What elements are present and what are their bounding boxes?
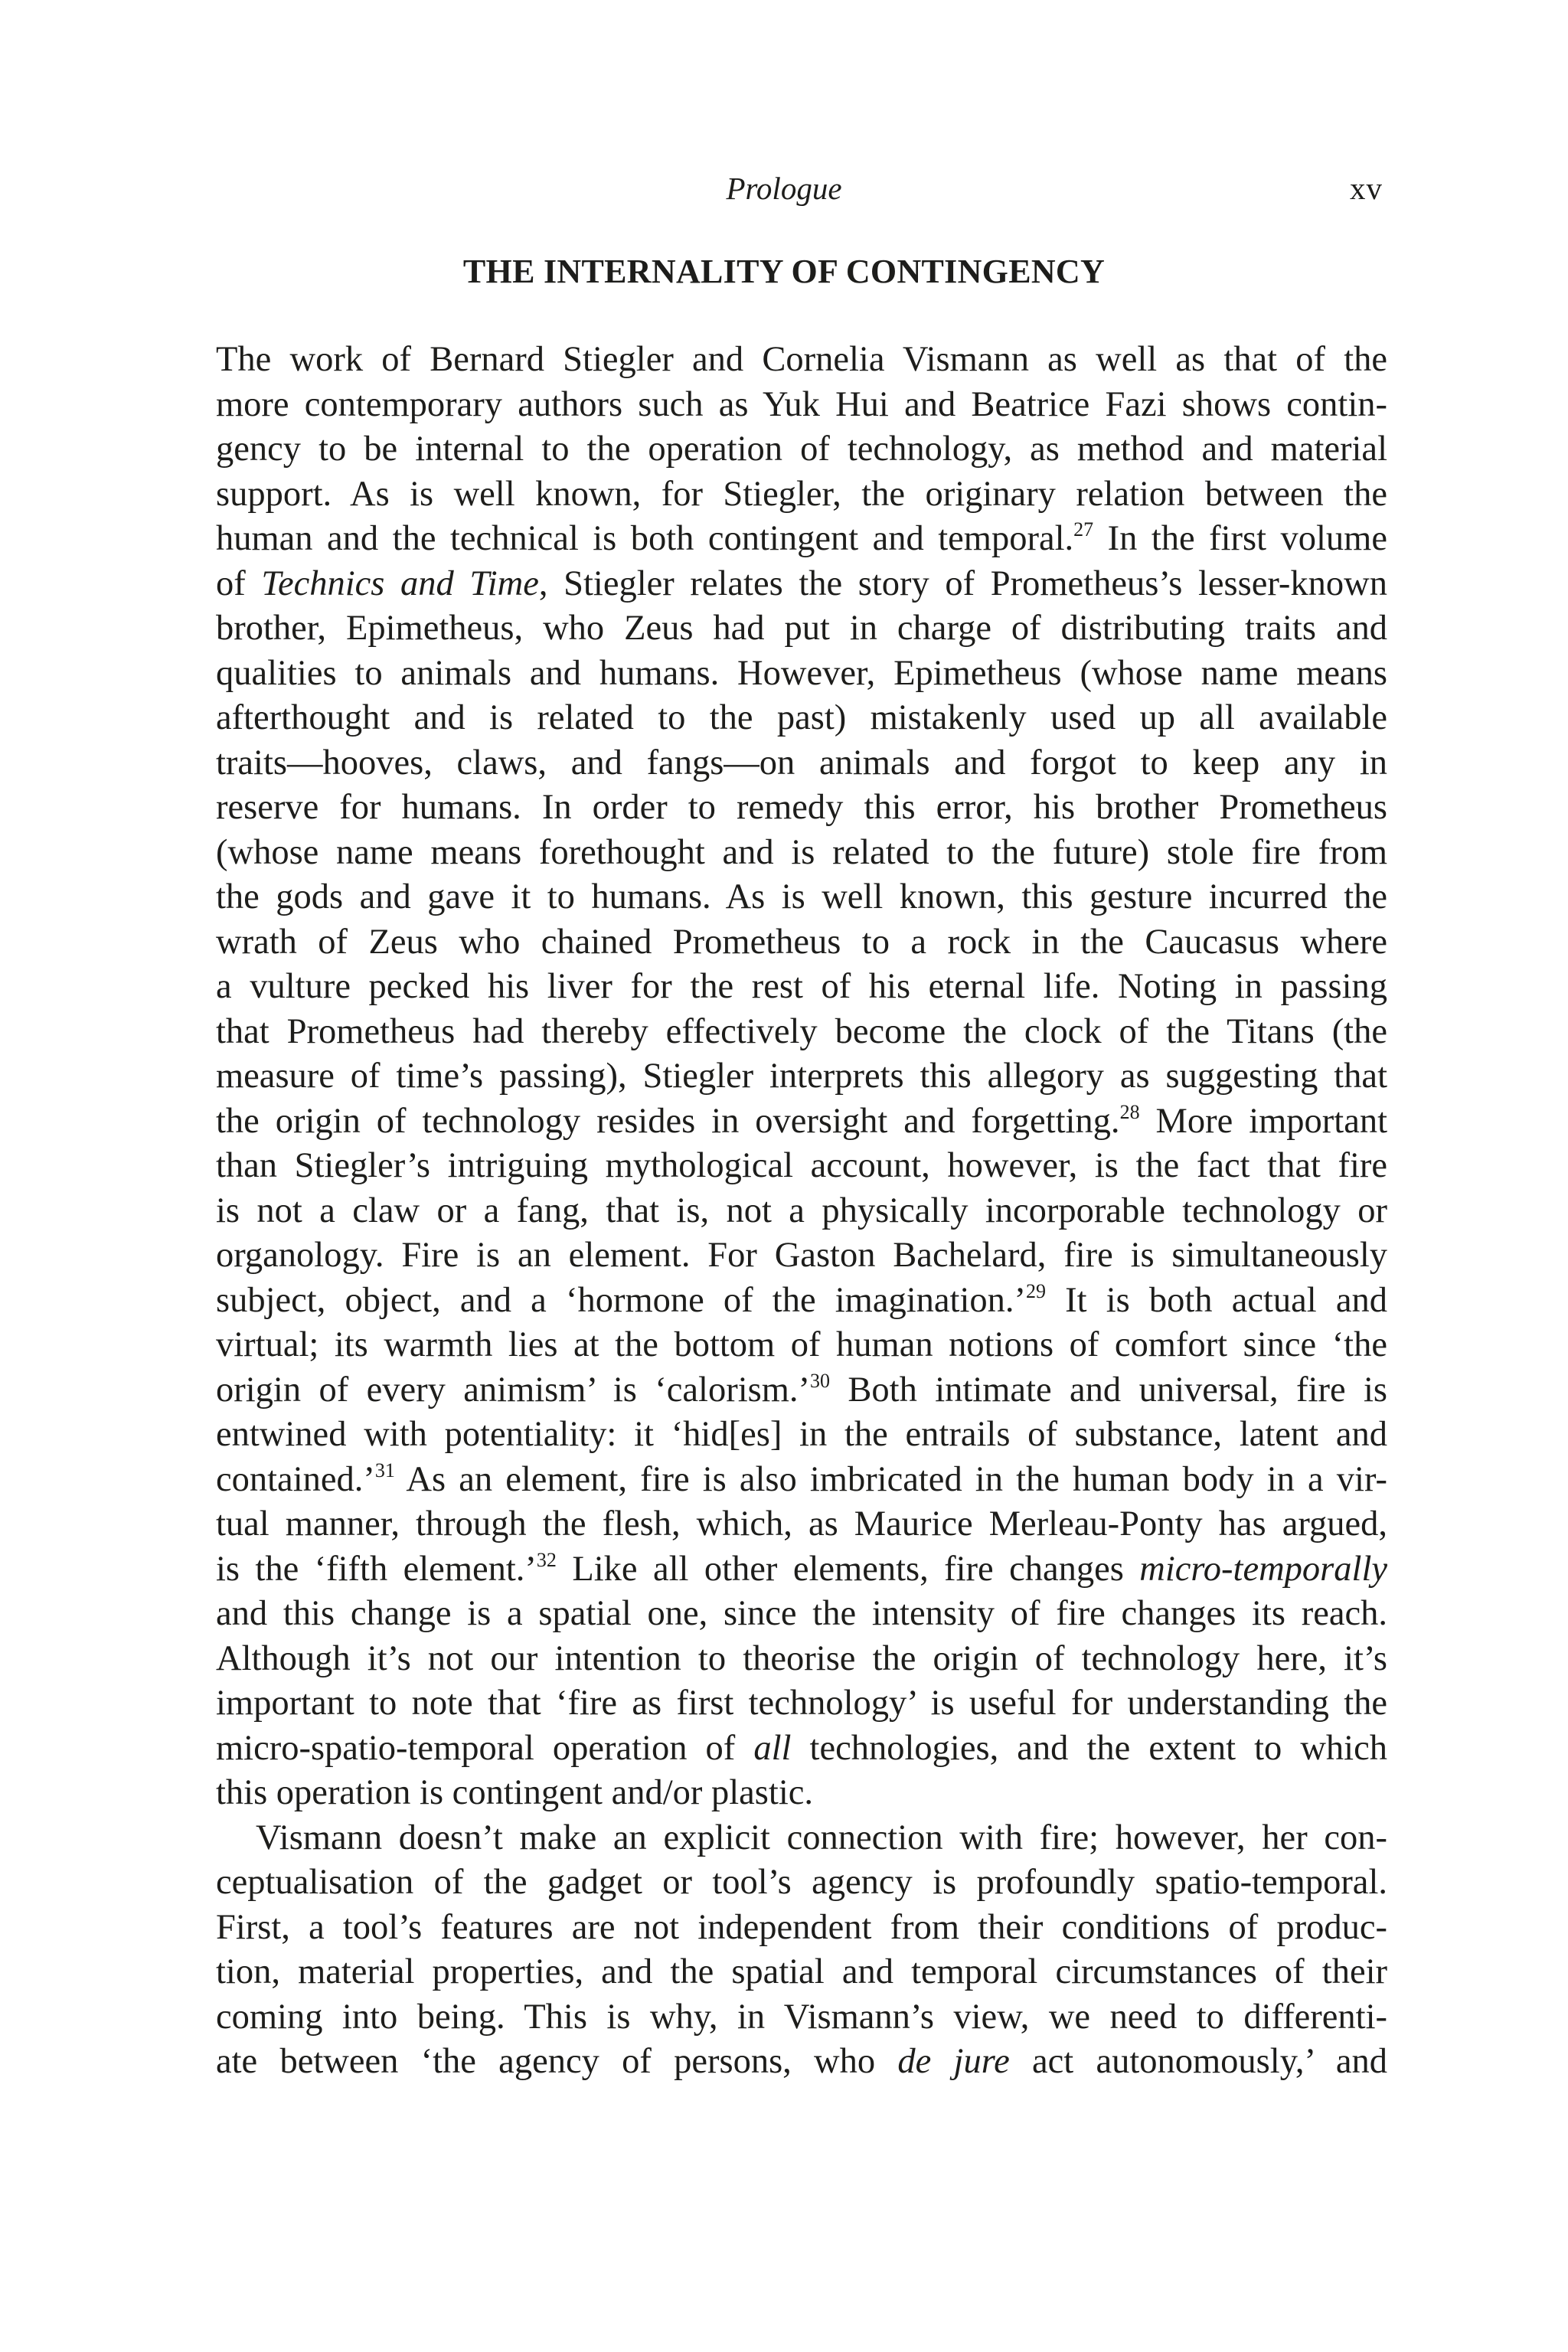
text-line: ate between ‘the agency of persons, who de jure act autonomously,’ and: [216, 2042, 1387, 2081]
text-line: the origin of technology resides in oversight and forgetting.$^{28}$ More important: [216, 1100, 1388, 1141]
text-line: qualities to animals and humans. However, Epimetheus (whose name means: [216, 653, 1387, 693]
page-number: xv: [1350, 171, 1383, 206]
emphasis-italic: all: [753, 1728, 792, 1768]
running-head: [0, 165, 1568, 211]
text-line: than Stiegler’s intriguing mythological account, however, is the fact that fire: [216, 1146, 1387, 1185]
footnote-ref-29: 29: [1026, 1279, 1046, 1302]
text-line: virtual; its warmth lies at the bottom of human notions of comfort since ‘the: [216, 1325, 1387, 1364]
text-line: this operation is contingent and/or plastic.: [216, 1773, 814, 1812]
text-line: afterthought and is related to the past) mistakenly used up all available: [216, 698, 1387, 737]
text-line: micro-spatio-temporal operation of all technologies, and the extent to which: [216, 1728, 1387, 1768]
text-line: subject, object, and a ‘hormone of the imagination.’$^{29}$ It is both actual and: [216, 1279, 1388, 1320]
text-line: of Technics and Time, Stiegler relates the story of Prometheus’s lesser-known: [216, 564, 1387, 603]
text-line: tual manner, through the flesh, which, as Maurice Merleau-Ponty has argued,: [216, 1504, 1387, 1544]
footnote-ref-30: 30: [810, 1369, 831, 1392]
text-line: Vismann doesn’t make an explicit connection with fire; however, her con-: [256, 1818, 1387, 1857]
footnote-ref-31: 31: [374, 1459, 395, 1481]
footnote-ref-32: 32: [536, 1548, 557, 1571]
text-line: First, a tool’s features are not independent from their conditions of produc-: [216, 1907, 1387, 1947]
footnote-ref-27: 27: [1073, 518, 1094, 541]
text-line: is the ‘fifth element.’$^{32}$ Like all other elements, fire changes micro-temporally: [216, 1548, 1388, 1589]
text-line: gency to be internal to the operation of technology, as method and material: [216, 430, 1387, 469]
text-line: that Prometheus had thereby effectively become the clock of the Titans (the: [216, 1011, 1387, 1051]
text-line: entwined with potentiality: it ‘hid[es] in the entrails of substance, latent and: [216, 1415, 1387, 1454]
text-line: wrath of Zeus who chained Prometheus to a rock in the Caucasus where: [216, 922, 1387, 962]
text-line: a vulture pecked his liver for the rest of his eternal life. Noting in passing: [216, 967, 1387, 1006]
text-line: support. As is well known, for Stiegler, the originary relation between the: [216, 474, 1387, 514]
text-line: measure of time’s passing), Stiegler interprets this allegory as suggesting that: [216, 1057, 1387, 1096]
text-line: tion, material properties, and the spatial and temporal circumstances of their: [216, 1952, 1387, 1991]
text-line: reserve for humans. In order to remedy this error, his brother Prometheus: [216, 788, 1387, 827]
body-text: [216, 338, 1387, 2085]
book-title-italic: Technics and Time: [261, 564, 539, 603]
emphasis-italic: de jure: [897, 2042, 1010, 2081]
text-line: organology. Fire is an element. For Gaston Bachelard, fire is simultaneously: [216, 1236, 1387, 1275]
text-line: the gods and gave it to humans. As is well known, this gesture incurred the: [216, 877, 1387, 916]
text-line: more contemporary authors such as Yuk Hui and Beatrice Fazi shows contin-: [216, 384, 1387, 424]
text-line: origin of every animism’ is ‘calorism.’$^{30}$ Both intimate and universal, fire is: [216, 1369, 1387, 1410]
text-line: and this change is a spatial one, since the intensity of fire changes its reach.: [216, 1594, 1387, 1633]
emphasis-italic: micro-temporally: [1139, 1549, 1388, 1589]
text-line: important to note that ‘fire as first technology’ is useful for understanding the: [216, 1684, 1387, 1723]
paragraph-2: [216, 1816, 1387, 2085]
text-line: contained.’$^{31}$ As an element, fire is also imbricated in the human body in a vir-: [216, 1459, 1387, 1499]
running-head-title: Prologue: [726, 171, 842, 206]
text-line: coming into being. This is why, in Vismann’s view, we need to differenti-: [216, 1997, 1387, 2037]
text-line: (whose name means forethought and is related to the future) stole fire from: [216, 832, 1387, 872]
text-line: brother, Epimetheus, who Zeus had put in charge of distributing traits and: [216, 609, 1387, 648]
text-line: is not a claw or a fang, that is, not a physically incorporable technology or: [216, 1191, 1387, 1230]
section-heading: THE INTERNALITY OF CONTINGENCY: [462, 253, 1106, 290]
paragraph-1: [216, 338, 1387, 1816]
text-line: Although it’s not our intention to theorise the origin of technology here, it’s: [216, 1638, 1387, 1678]
text-line: ceptualisation of the gadget or tool’s agency is profoundly spatio-temporal.: [216, 1863, 1387, 1902]
footnote-ref-28: 28: [1119, 1100, 1140, 1123]
text-line: The work of Bernard Stiegler and Cornelia Vismann as well as that of the: [216, 340, 1387, 379]
text-line: human and the technical is both contingent and temporal.$^{27}$ In the first volume: [216, 518, 1387, 558]
text-line: traits—hooves, claws, and fangs—on animals and forgot to keep any in: [216, 743, 1387, 782]
